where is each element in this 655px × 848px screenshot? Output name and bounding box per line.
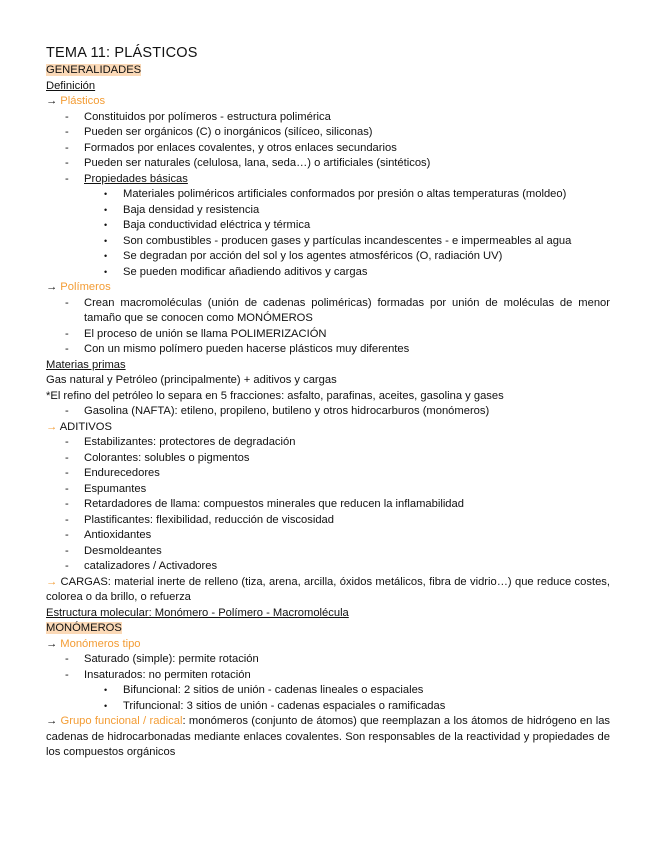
topic-polimeros [46,280,610,296]
bullet-item: • Trifuncional: 3 sitios de unión - cadenas espaciales o ramificadas [46,699,610,715]
topic-label-polimeros: Polímeros [60,281,111,293]
paragraph-cargas [46,575,610,606]
arrow-icon: → [46,95,58,107]
list-item-propiedades [46,172,610,188]
topic-label-aditivos: ADITIVOS [59,420,112,433]
cargas-text: CARGAS: material inerte de relleno (tiza, arena, arcilla, óxidos metálicos, fibra de vidrio…) que reduce costes, colorea o da brillo, o refuerza [46,575,610,603]
page-title: TEMA 11: PLÁSTICOS [46,45,198,61]
bullet-item: • Baja conductividad eléctrica y térmica [46,218,610,234]
topic-plasticos [46,94,610,110]
list-item: - Colorantes: solubles o pigmentos [46,451,610,467]
subheading-definicion: Definición [46,79,96,92]
list-item: - Desmoldeantes [46,544,610,560]
topic-label-monomeros-tipo: Monómeros tipo [60,637,141,650]
list-item: - Pueden ser orgánicos (C) o inorgánicos (silíceo, siliconas) [46,125,610,141]
arrow-icon: → [46,281,58,293]
grupo-label: Grupo funcional / radical [60,715,183,727]
list-item: - El proceso de unión se llama POLIMERIZACIÓN [46,327,610,343]
bullet-item: • Se pueden modificar añadiendo aditivos y cargas [46,265,610,281]
propiedades-label: Propiedades básicas [84,172,188,185]
list-item: - Pueden ser naturales (celulosa, lana, seda…) o artificiales (sintéticos) [46,156,610,172]
topic-label: Plásticos [60,95,106,107]
list-item: - Espumantes [46,482,610,498]
list-item: - Antioxidantes [46,528,610,544]
section-heading-monomeros: MONÓMEROS [46,622,122,634]
list-item: - Estabilizantes: protectores de degradación [46,435,610,451]
list-item: - Con un mismo polímero pueden hacerse plásticos muy diferentes [46,342,610,358]
bullet-item: • Materiales poliméricos artificiales conformados por presión o altas temperaturas (moldeo) [46,187,610,203]
list-item: - Gasolina (NAFTA): etileno, propileno, butileno y otros hidrocarburos (monómeros) [46,404,610,420]
list-item: - Endurecedores [46,466,610,482]
arrow-icon: → [46,715,58,727]
paragraph: *El refino del petróleo lo separa en 5 fracciones: asfalto, parafinas, aceites, gasolina y gases [46,389,504,402]
list-item: - Crean macromoléculas (unión de cadenas poliméricas) formadas por unión de moléculas de menor tamaño que se conocen como MONÓMEROS [46,296,610,327]
section-heading-generalidades: GENERALIDADES [46,64,142,76]
list-item: - catalizadores / Activadores [46,559,610,575]
arrow-icon: → [46,575,58,588]
list-item: - Formados por enlaces covalentes, y otros enlaces secundarios [46,141,610,157]
bullet-item: • Se degradan por acción del sol y los agentes atmosféricos (O, radiación UV) [46,249,610,265]
topic-monomeros-tipo [46,637,610,653]
bullet-item: • Baja densidad y resistencia [46,203,610,219]
arrow-icon: → [46,420,58,433]
paragraph: Gas natural y Petróleo (principalmente) + aditivos y cargas [46,374,337,386]
list-item: - Constituidos por polímeros - estructura polimérica [46,110,610,126]
list-item: - Retardadores de llama: compuestos minerales que reducen la inflamabilidad [46,497,610,513]
list-item: - Plastificantes: flexibilidad, reducción de viscosidad [46,513,610,529]
subheading-estructura: Estructura molecular: Monómero - Polímero - Macromolécula [46,606,349,619]
paragraph-grupo-funcional [46,714,610,761]
subheading-materias-primas: Materias primas [46,358,126,371]
topic-aditivos [46,420,610,436]
arrow-icon: → [46,637,58,650]
bullet-item: • Bifuncional: 2 sitios de unión - cadenas lineales o espaciales [46,683,610,699]
list-item: - Insaturados: no permiten rotación [46,668,610,684]
list-item: - Saturado (simple): permite rotación [46,652,610,668]
grupo-text: : monómeros (conjunto de átomos) que reemplazan a los átomos de hidrógeno en las cadenas de hidrocarbonadas mediante enlaces covalentes. Son responsables de la reactividad y propiedades de los compuestos orgánicos [46,715,611,758]
bullet-item: • Son combustibles - producen gases y partículas incandescentes - e impermeables al agua [46,234,610,250]
